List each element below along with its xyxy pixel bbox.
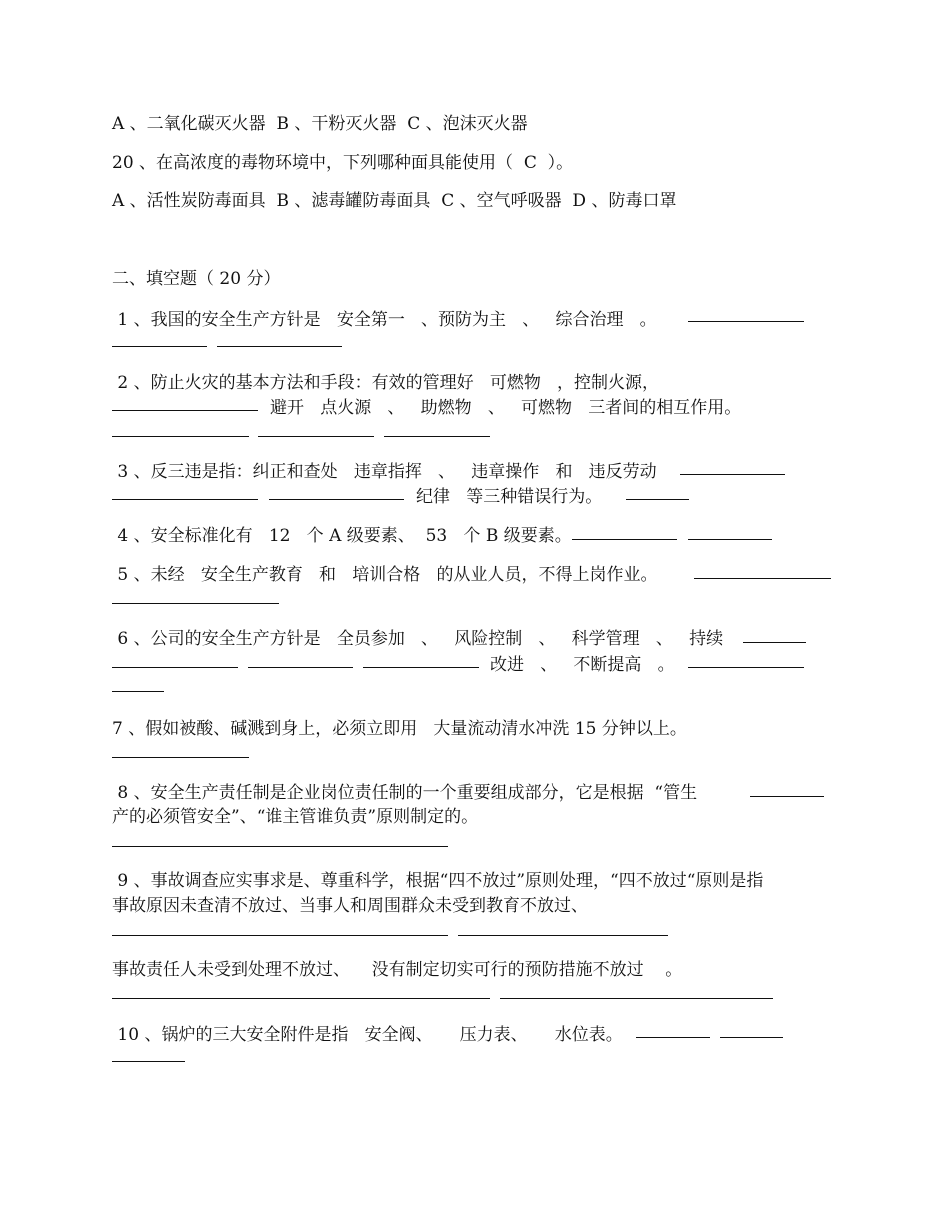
blank-line (112, 667, 238, 668)
fill-9-line-1: 9 、事故调查应实事求是、尊重科学，根据“四不放过”原则处理，“四不放过“原则是指 (112, 871, 764, 891)
section-title: 二、填空题（ 20 分） (112, 269, 281, 289)
fill-1: 1 、我国的安全生产方针是 安全第一 、预防为主 、 综合治理 。 (112, 310, 657, 330)
blank-line (636, 1037, 710, 1038)
fill-5: 5 、未经 安全生产教育 和 培训合格 的从业人员，不得上岗作业。 (112, 565, 658, 585)
fill-2-line-2: 避开 点火源 、 助燃物 、 可燃物 三者间的相互作用。 (270, 398, 742, 418)
blank-line (500, 998, 773, 999)
blank-line (269, 499, 404, 500)
fill-7: 7 、假如被酸、碱溅到身上，必须立即用 大量流动清水冲洗 15 分钟以上。 (112, 719, 687, 739)
fill-9-line-2: 事故原因未查清不放过、当事人和周围群众未受到教育不放过、 (112, 896, 588, 916)
blank-line (750, 796, 824, 797)
blank-line (626, 499, 689, 500)
fill-9-line-3: 事故责任人未受到处理不放过、 没有制定切实可行的预防措施不放过 。 (112, 960, 683, 980)
blank-line (112, 1061, 185, 1062)
fill-3-line-1: 3 、反三违是指：纠正和查处 违章指挥 、 违章操作 和 违反劳动 (112, 462, 657, 482)
fill-2-line-1: 2 、防止火灾的基本方法和手段：有效的管理好 可燃物 ，控制火源， (112, 373, 660, 393)
q19-options: A 、二氧化碳灭火器 B 、干粉灭火器 C 、泡沫灭火器 (112, 114, 528, 134)
blank-line (112, 346, 207, 347)
blank-line (112, 410, 258, 411)
blank-line (680, 474, 785, 475)
blank-line (363, 667, 479, 668)
blank-line (694, 578, 831, 579)
blank-line (458, 935, 668, 936)
blank-line (112, 436, 249, 437)
fill-3-line-2: 纪律 等三种错误行为。 (416, 487, 603, 507)
blank-line (112, 998, 490, 999)
blank-line (112, 935, 448, 936)
blank-line (112, 757, 249, 758)
fill-8-line-2: 产的必须管安全”、“谁主管谁负责”原则制定的。 (112, 807, 479, 827)
fill-6-line-2: 改进 、 不断提高 。 (490, 655, 675, 675)
q20-options: A 、活性炭防毒面具 B 、滤毒罐防毒面具 C 、空气呼吸器 D 、防毒口罩 (112, 191, 677, 211)
blank-line (720, 1037, 783, 1038)
blank-line (112, 846, 448, 847)
blank-line (248, 667, 353, 668)
blank-line (572, 539, 677, 540)
blank-line (384, 436, 490, 437)
blank-line (112, 499, 258, 500)
blank-line (258, 436, 374, 437)
blank-line (743, 642, 806, 643)
blank-line (112, 603, 279, 604)
blank-line (688, 667, 804, 668)
q20-question: 20 、在高浓度的毒物环境中，下列哪种面具能使用（ C ）。 (112, 153, 574, 173)
blank-line (688, 539, 772, 540)
blank-line (112, 691, 164, 692)
fill-10: 10 、锅炉的三大安全附件是指 安全阀、 压力表、 水位表。 (112, 1025, 623, 1045)
fill-4: 4 、安全标准化有 12 个 A 级要素、 53 个 B 级要素。 (112, 526, 572, 546)
fill-6-line-1: 6 、公司的安全生产方针是 全员参加 、 风险控制 、 科学管理 、 持续 (112, 629, 724, 649)
blank-line (688, 321, 804, 322)
blank-line (217, 346, 342, 347)
fill-8-line-1: 8 、安全生产责任制是企业岗位责任制的一个重要组成部分，它是根据 “管生 (112, 783, 698, 803)
